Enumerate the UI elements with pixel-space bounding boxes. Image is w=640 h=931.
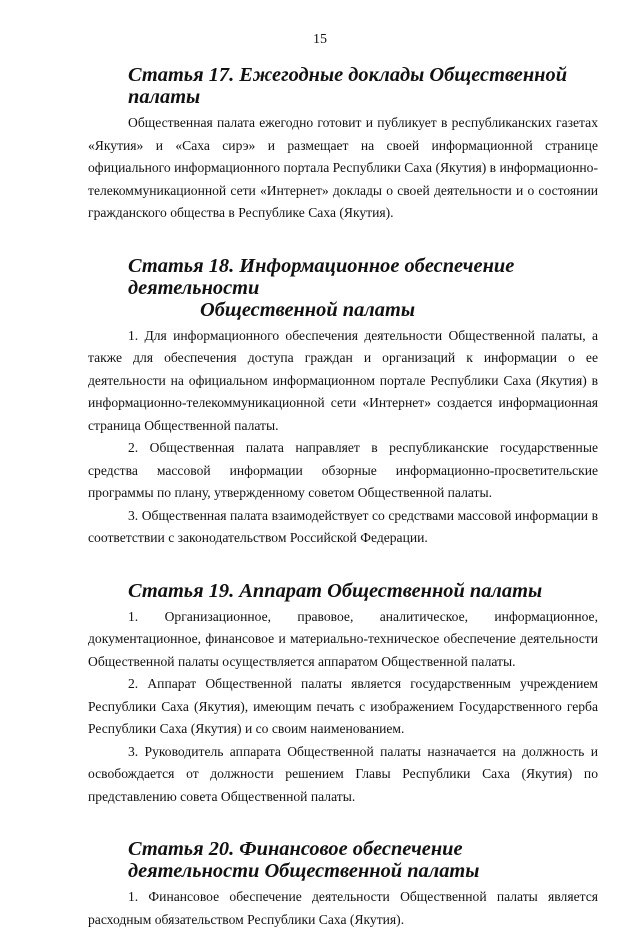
article-heading-line2: Общественной палаты (200, 298, 415, 321)
article-20 (88, 838, 598, 931)
document-body (88, 64, 598, 931)
article-paragraph: 1. Организационное, правовое, аналитическое, информационное, документационное, финансовое и материально-техническое обеспечение деятельности Общественной палаты осуществляется аппаратом Общественной палаты. (88, 608, 598, 669)
article-paragraph: 3. Руководитель аппарата Общественной палаты назначается на должность и освобождается от должности решением Главы Республики Саха (Якутия) по представлению совета Общественной палаты. (88, 743, 598, 804)
article-paragraph: 2. Аппарат Общественной палаты является государственным учреждением Республики Саха (Якутия), имеющим печать с изображением Государственного герба Республики Саха (Якутия) и со своим наименованием. (88, 676, 598, 736)
article-paragraph: Общественная палата ежегодно готовит и публикует в республиканских газетах «Якутия» и «Саха сирэ» и размещает на своей информационной странице официального информационного портала Республики Саха (Якутия) в информационно-телекоммуникационной сети «Интернет» доклады о своей деятельности и о состоянии гражданского общества в Республике Саха (Якутия). (88, 115, 598, 220)
article-heading: Статья 17. Ежегодные доклады Общественной палаты (128, 64, 568, 108)
article-heading (88, 255, 598, 321)
article-paragraph: 3. Общественная палата взаимодействует со средствами массовой информации в соответствии с законодательством Российской Федерации. (88, 507, 598, 545)
article-heading: Статья 19. Аппарат Общественной палаты (128, 579, 543, 602)
article-paragraph: 1. Финансовое обеспечение деятельности Общественной палаты является расходным обязательством Республики Саха (Якутия). (88, 889, 598, 927)
article-17 (88, 64, 598, 225)
article-19 (88, 580, 598, 809)
page-number: 15 (313, 32, 327, 47)
article-heading-line1: Статья 18. Информационное обеспечение деятельности (128, 254, 515, 299)
article-paragraph: 2. Общественная палата направляет в республиканские государственные средства массовой информации обзорные информационно-просветительские программы по плану, утвержденному советом Общественной палаты. (88, 440, 598, 500)
article-paragraph: 1. Для информационного обеспечения деятельности Общественной палаты, а также для обеспечения доступа граждан и организаций к информации о ее деятельности на официальном информационном портале Республики Саха (Якутия) в информационно-телекоммуникационной сети «Интернет» создается информационная страница Общественной палаты. (88, 327, 598, 433)
article-heading: Статья 20. Финансовое обеспечение деятельности Общественной палаты (128, 838, 480, 882)
article-18 (88, 255, 598, 550)
